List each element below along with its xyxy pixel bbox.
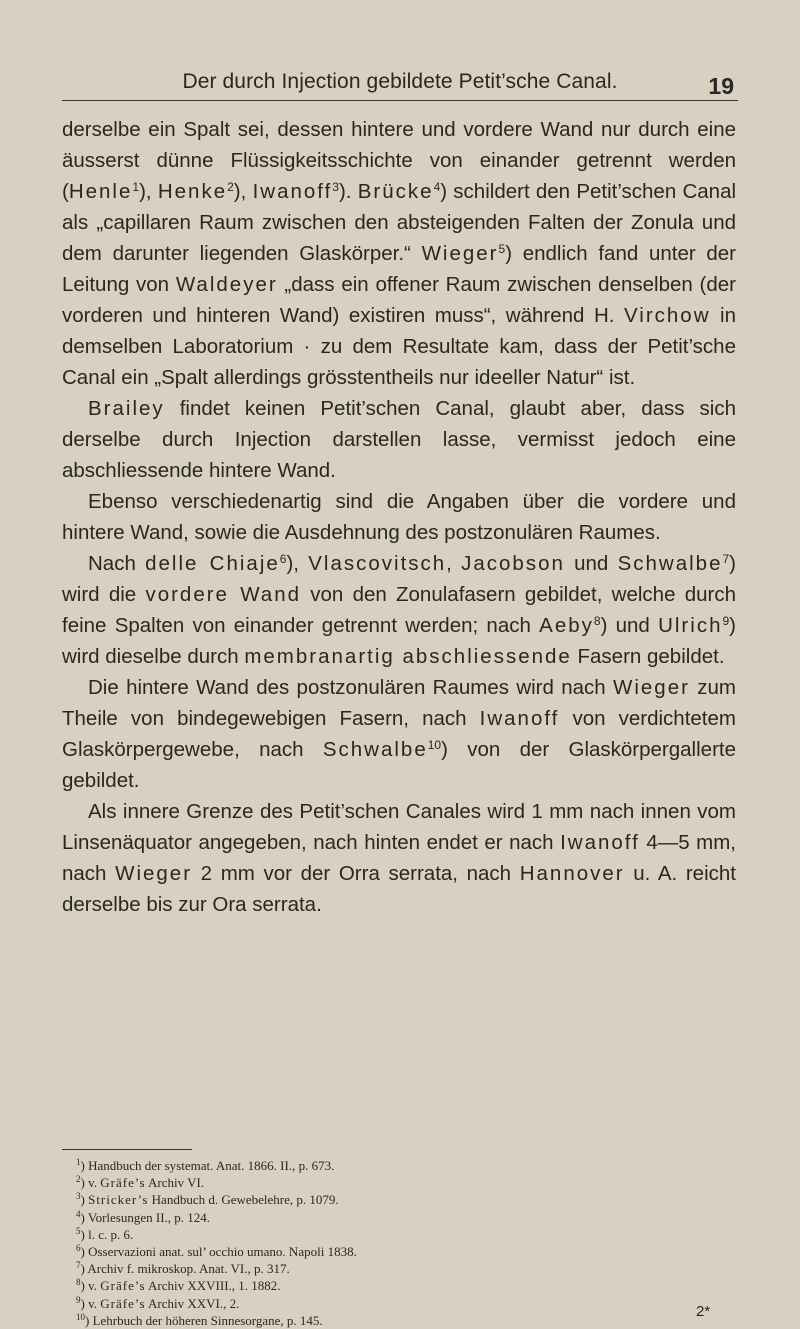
footnote-number: 10: [76, 1311, 85, 1322]
paragraph-4: Nach delle Chiaje$^6$), Vlascovitsch, Jacobson und Schwalbe$^7$) wird die vordere Wand von den Zonulafasern gebildet, welche durch feine Spalten von einander getrennt werden; nach Aeby$^8$) und Ulrich$^9$) wird dieselbe durch membranartig abschliessende Fasern gebildet.: [62, 552, 737, 668]
footnote-number: 5: [76, 1225, 81, 1236]
footnotes: [76, 1157, 596, 1329]
author-name: Schwalbe: [617, 552, 723, 575]
footnote: $^1$) Handbuch der systemat. Anat. 1866. II., p. 673.: [76, 1157, 335, 1173]
author-name: Waldeyer: [175, 273, 278, 296]
footnote-ref: 10: [427, 738, 442, 752]
paragraph-6: Als innere Grenze des Petit’schen Canales wird 1 mm nach innen vom Linsenäquator angegeben, nach hinten endet er nach Iwanoff 4—5 mm, nach Wieger 2 mm vor der Orra serrata, nach Hannover u. A. reicht derselbe bis zur Ora serrata.: [62, 800, 736, 916]
author-name: Brücke: [357, 180, 434, 203]
footnote: $^5$) l. c. p. 6.: [76, 1225, 134, 1242]
author-name: Henke: [157, 180, 228, 203]
footnote-number: 4: [76, 1208, 81, 1219]
footnote-ref: 9: [722, 614, 730, 628]
emphasis: vordere Wand: [145, 583, 302, 606]
footnote-number: 3: [76, 1191, 81, 1202]
footnote-number: 8: [76, 1277, 81, 1288]
author-name: Henle: [68, 180, 133, 203]
footnote: $^3$) Stricker’s Handbuch d. Gewebelehre, p. 1079.: [76, 1191, 339, 1208]
paragraph-1: derselbe ein Spalt sei, dessen hintere und vordere Wand nur durch eine äusserst dünne Flüssigkeitsschichte von einander getrennt werden (Henle$^1$), Henke$^2$), Iwanoff$^3$). Brücke$^4$) schildert den Petit’schen Canal als „capillaren Raum zwischen den absteigenden Falten der Zonula und dem darunter liegenden Glaskörper.“ Wieger$^5$) endlich fand unter der Leitung von Waldeyer „dass ein offener Raum zwischen denselben (der vorderen und hinteren Wand) existiren muss“, während H. Virchow in demselben Laboratorium · zu dem Resultate kam, dass der Petit’sche Canal ein „Spalt allerdings grösstentheils nur ideeller Natur“ ist.: [62, 118, 737, 389]
footnote: $^9$) v. Gräfe’s Archiv XXVI., 2.: [76, 1294, 240, 1311]
author-name: Iwanoff: [252, 180, 333, 203]
emphasis: membranartig abschliessende: [244, 645, 572, 668]
author-name: Wieger: [115, 862, 193, 885]
header-rule: [62, 100, 738, 101]
running-title: Der durch Injection gebildete Petit’sche Canal.: [182, 70, 618, 93]
footnote: $^4$) Vorlesungen II., p. 124.: [76, 1208, 211, 1225]
author-name: Ulrich: [658, 614, 723, 637]
author-name: Iwanoff: [479, 707, 560, 730]
footnote-number: 9: [76, 1294, 81, 1305]
footnote-ref: 4: [433, 180, 441, 194]
footnote-ref: 6: [279, 552, 287, 566]
body-text: [62, 114, 736, 920]
footnote: $^6$) Osservazioni anat. sul’ occhio umano. Napoli 1838.: [76, 1243, 357, 1260]
author-name: Wieger: [613, 676, 690, 699]
author-name: Brailey: [88, 397, 165, 420]
author-name: Aeby: [539, 614, 594, 637]
author-name: delle Chiaje: [145, 552, 280, 575]
footnote-ref: 1: [132, 180, 140, 194]
author-name: Iwanoff: [560, 831, 640, 854]
footnote-number: 1: [76, 1157, 81, 1167]
paragraph-5: Die hintere Wand des postzonulären Raumes wird nach Wieger zum Theile von bindegewebigen Fasern, nach Iwanoff von verdichtetem Glaskörpergewebe, nach Schwalbe$^{10}$) von der Glaskörpergallerte gebildet.: [62, 676, 736, 792]
footnote-ref: 5: [498, 242, 506, 256]
footnote: $^8$) v. Gräfe’s Archiv XXVIII., 1. 1882.: [76, 1277, 281, 1294]
footnote-number: 7: [76, 1260, 81, 1271]
footnote-number: 6: [76, 1243, 81, 1254]
paragraph-2: Brailey findet keinen Petit’schen Canal, glaubt aber, dass sich derselbe durch Injection darstellen lasse, vermisst jedoch eine abschliessende hintere Wand.: [62, 397, 736, 482]
page-number: 19: [708, 73, 734, 99]
author-name: Jacobson: [461, 552, 565, 575]
author-name: Wieger: [421, 242, 499, 265]
printer-signature: 2*: [696, 1303, 711, 1320]
author-name: Vlascovitsch: [308, 552, 447, 575]
footnote-ref: 8: [593, 614, 601, 628]
footnote: $^2$) v. Gräfe’s Archiv VI.: [76, 1174, 205, 1191]
author-name: Schwalbe: [322, 738, 428, 761]
footnote-number: 2: [76, 1174, 81, 1185]
footnote-ref: 2: [227, 180, 234, 194]
footnote: $^7$) Archiv f. mikroskop. Anat. VI., p. 317.: [76, 1260, 290, 1277]
footnote: $^{10}$) Lehrbuch der höheren Sinnesorgane, p. 145.: [76, 1311, 323, 1328]
author-name: Hannover: [519, 862, 625, 885]
footnote-ref: 3: [332, 180, 339, 194]
footnote-rule: [62, 1149, 192, 1150]
running-header: [62, 68, 738, 100]
footnote-ref: 7: [722, 552, 730, 566]
paragraph-3: Ebenso verschiedenartig sind die Angaben über die vordere und hintere Wand, sowie die Ausdehnung des postzonulären Raumes.: [62, 490, 736, 544]
author-name: Virchow: [623, 304, 711, 327]
